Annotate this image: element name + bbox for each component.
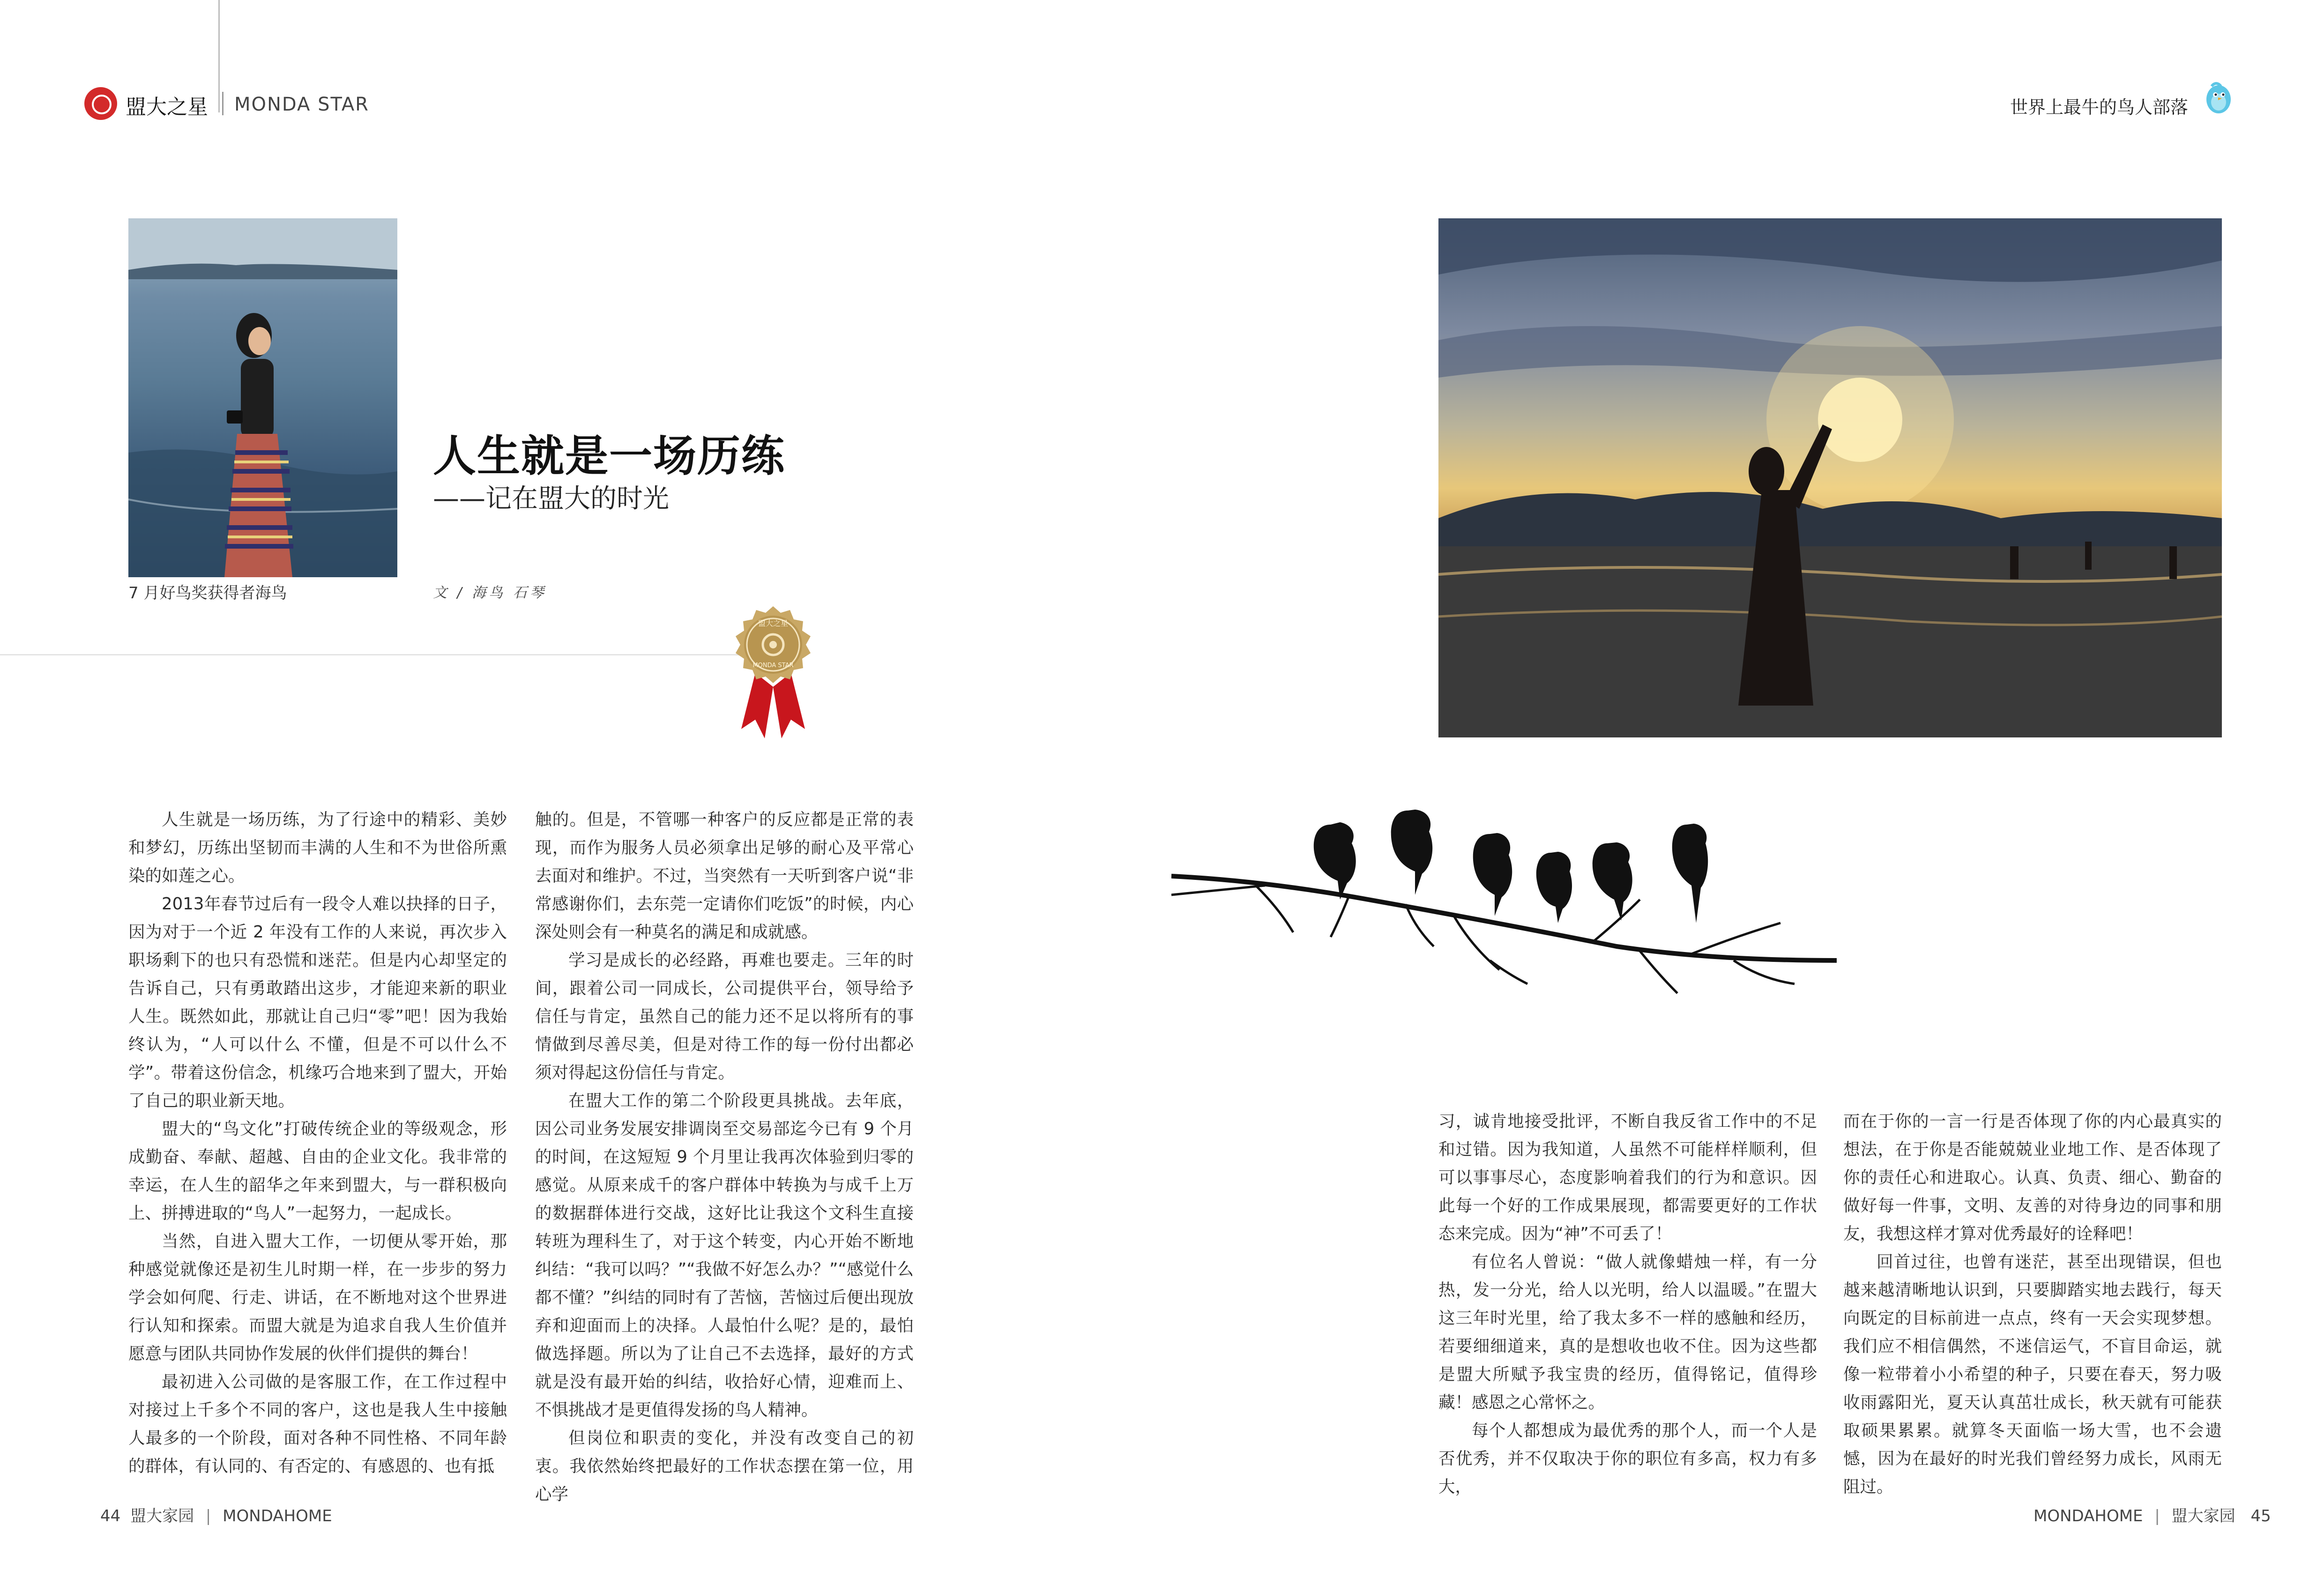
paragraph: 但岗位和职责的变化，并没有改变自己的初衷。我依然始终把最好的工作状态摆在第一位，用心学 (535, 1428, 914, 1504)
footer-separator: | (205, 1507, 211, 1525)
footer-left (100, 1503, 332, 1526)
paragraph-continued: 习，诚肯地接受批评，不断自我反省工作中的不足和过错。因为我知道，人虽然不可能样样顺利，但可以事事尽心，态度影响着我们的行为和意识。因此每一个好的工作成果展现，都需要更好的工作状态来完成。因为“神”不可丢了！ (1438, 1112, 1817, 1243)
footer-magazine-cn: 盟大家园 (2171, 1507, 2235, 1525)
footer-right (2034, 1503, 2271, 1526)
paragraph-continued: 触的。但是，不管哪一种客户的反应都是正常的表现，而作为服务人员必须拿出足够的耐心及平常心去面对和维护。不过，当突然有一天听到客户说“非常感谢你们，去东莞一定请你们吃饭”的时候，内心深处则会有一种莫名的满足和成就感。 (535, 810, 914, 942)
paragraph: 回首过往，也曾有迷茫，甚至出现错误，但也越来越清晰地认识到，只要脚踏实地去践行，每天向既定的目标前进一点点，终有一天会实现梦想。我们应不相信偶然，不迷信运气，不盲目命运，就像一粒带着小小希望的种子，只要在春天，努力吸收雨露阳光，夏天认真茁壮成长，秋天就有可能获取硕果累累。就算冬天面临一场大雪，也不会遗憾，因为在最好的时光我们曾经努力成长，风雨无阻过。 (1843, 1252, 2222, 1496)
paragraph: 当然，自进入盟大工作，一切便从零开始，那种感觉就像还是初生儿时期一样，在一步步的努力学会如何爬、行走、讲话，在不断地对这个世界进行认知和探索。而盟大就是为追求自我人生价值并愿意与团队共同协作发展的伙伴们提供的舞台！ (128, 1232, 507, 1363)
article-column-1 (128, 806, 507, 1480)
medal-text-top: 盟大之星 (758, 619, 789, 628)
portrait-photo (128, 218, 397, 577)
section-divider-line (0, 654, 740, 655)
article-subtitle: ——记在盟大的时光 (433, 484, 669, 514)
article-column-2 (535, 806, 914, 1509)
paragraph-continued: 而在于你的一言一行是否体现了你的内心最真实的想法，在于你是否能兢兢业业地工作、是否体现了你的责任心和进取心。认真、负责、细心、勤奋的做好每一件事，文明、友善的对待身边的同事和朋友，我想这样才算对优秀最好的诠释吧！ (1843, 1112, 2222, 1243)
portrait-caption: 7 月好鸟奖获得者海鸟 (128, 584, 287, 603)
footer-magazine-cn: 盟大家园 (130, 1507, 194, 1525)
paragraph: 在盟大工作的第二个阶段更具挑战。去年底，因公司业务发展安排调岗至交易部迄今已有 9 个月的时间，在这短短 9 个月里让我再次体验到归零的感觉。从原来成千的客户群体中转换为与成千上万的数据群体进行交战，这好比让我这个文科生直接转班为理科生了，对于这个转变，内心开始不断地纠结：“我可以吗？”“我做不好怎么办？”“感觉什么都不懂？”纠结的同时有了苦恼，苦恼过后便出现放弃和迎面而上的决择。人最怕什么呢？是的，最怕做选择题。所以为了让自己不去选择，最好的方式就是没有最开始的纠结，收拾好心情，迎难而上、不惧挑战才是更值得发扬的鸟人精神。 (535, 1091, 914, 1420)
medal-text-bottom: MONDA STAR (752, 662, 794, 669)
paragraph: 最初进入公司做的是客服工作，在工作过程中对接过上千多个不同的客户，这也是我人生中接触人最多的一个阶段，面对各种不同性格、不同年龄的群体，有认同的、有否定的、有感恩的、也有抵 (128, 1372, 507, 1476)
header-tagline: 世界上最牛的鸟人部落 (2010, 97, 2189, 118)
page-number-right: 45 (2250, 1507, 2271, 1525)
footer-magazine-en: MONDAHOME (223, 1507, 332, 1525)
monda-star-medal-icon (723, 603, 824, 743)
paragraph: 每个人都想成为最优秀的那个人，而一个人是否优秀，并不仅取决于你的职位有多高，权力有多大， (1438, 1421, 1817, 1496)
article-column-4 (1843, 1108, 2222, 1501)
paragraph: 2013年春节过后有一段令人难以抉择的日子，因为对于一个近 2 年没有工作的人来说，再次步入职场剩下的也只有恐慌和迷茫。但是内心却坚定的告诉自己，只有勇敢踏出这步，才能迎来新的职业人生。既然如此，那就让自己归“零”吧！因为我始终认为，“人可以什么 不懂，但是不可以什么不学”。带着这份信念，机缘巧合地来到了盟大，开始了自己的职业新天地。 (128, 894, 507, 1110)
bird-mascot-icon (2202, 80, 2235, 117)
footer-separator: | (2154, 1507, 2160, 1525)
page-number-left: 44 (100, 1507, 121, 1525)
paragraph: 学习是成长的必经路，再难也要走。三年的时间，跟着公司一同成长，公司提供平台，领导给予信任与肯定，虽然自己的能力还不足以将所有的事情做到尽善尽美，但是对待工作的每一份付出都必须对得起这份信任与肯定。 (535, 951, 914, 1082)
birds-on-branch-illustration (1171, 806, 1837, 1003)
monda-logo-icon (84, 87, 117, 120)
paragraph: 盟大的“鸟文化”打破传统企业的等级观念，形成勤奋、奉献、超越、自由的企业文化。我非常的幸运，在人生的韶华之年来到盟大，与一群积极向上、拼搏进取的“鸟人”一起努力，一起成长。 (128, 1119, 507, 1223)
article-title: 人生就是一场历练 (433, 431, 786, 481)
footer-magazine-en: MONDAHOME (2034, 1507, 2143, 1525)
paragraph: 人生就是一场历练，为了行途中的精彩、美妙和梦幻，历练出坚韧而丰满的人生和不为世俗所熏染的如莲之心。 (128, 810, 507, 885)
header-separator (222, 92, 223, 115)
sunset-beach-photo (1438, 218, 2222, 737)
brand-name-en: MONDA STAR (234, 94, 369, 115)
article-column-3 (1438, 1108, 1817, 1501)
brand-name-cn: 盟大之星 (126, 95, 208, 119)
article-byline: 文 / 海鸟 石琴 (433, 585, 547, 601)
header-divider-line (218, 0, 220, 112)
paragraph: 有位名人曾说：“做人就像蜡烛一样，有一分热，发一分光，给人以光明，给人以温暖。”在盟大这三年时光里，给了我太多不一样的感触和经历，若要细细道来，真的是想收也收不住。因为这些都是盟大所赋予我宝贵的经历，值得铭记，值得珍藏！感恩之心常怀之。 (1438, 1252, 1817, 1412)
